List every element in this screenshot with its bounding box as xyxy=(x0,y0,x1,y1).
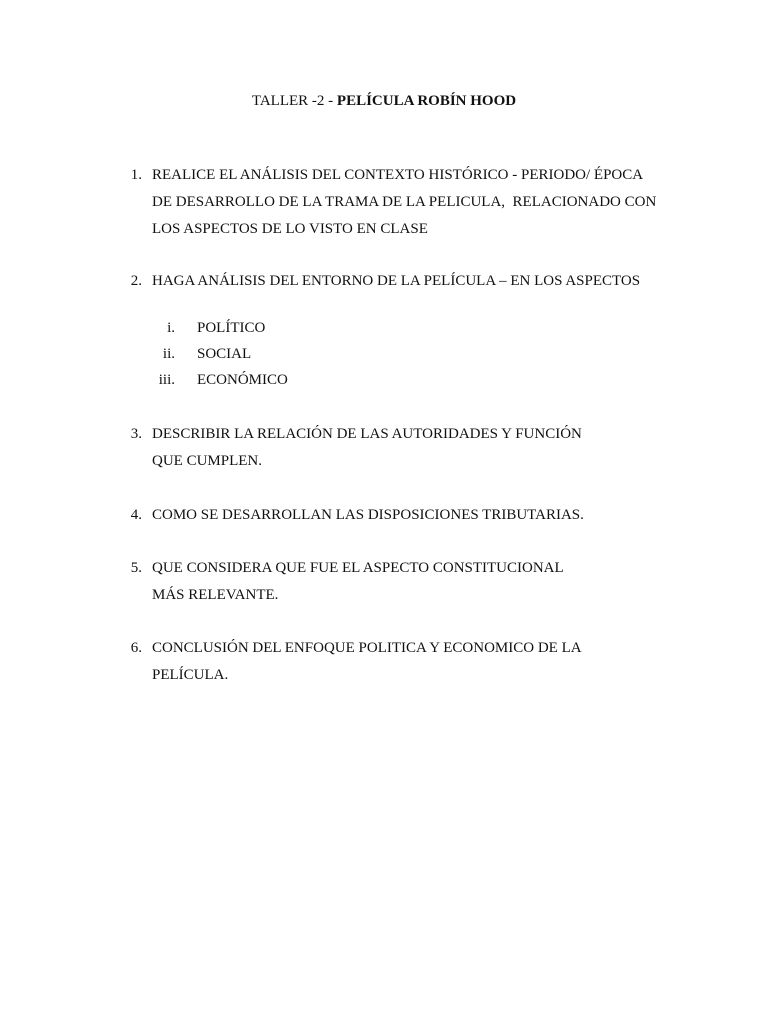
question-line: MÁS RELEVANTE. xyxy=(152,587,279,603)
question-text xyxy=(152,635,672,689)
question-number: 1. xyxy=(130,167,142,183)
question-line: PELÍCULA. xyxy=(152,667,229,683)
question-number: 4. xyxy=(130,507,142,523)
subitem-text: SOCIAL xyxy=(197,346,252,362)
question-number: 3. xyxy=(130,426,142,442)
question-line: HAGA ANÁLISIS DEL ENTORNO DE LA PELÍCULA – EN LOS ASPECTOS xyxy=(152,273,641,289)
question-line: QUE CUMPLEN. xyxy=(152,453,263,469)
question-line: LOS ASPECTOS DE LO VISTO EN CLASE xyxy=(152,221,428,237)
question-text xyxy=(152,502,672,529)
question-text xyxy=(152,268,672,295)
question-line: DESCRIBIR LA RELACIÓN DE LAS AUTORIDADES Y FUNCIÓN xyxy=(152,426,582,442)
subitem-text: POLÍTICO xyxy=(197,320,266,336)
question-text xyxy=(152,162,672,243)
subitem-text: ECONÓMICO xyxy=(197,372,288,388)
subitem-numeral: i. xyxy=(167,320,175,336)
question-line: QUE CONSIDERA QUE FUE EL ASPECTO CONSTITUCIONAL xyxy=(152,560,564,576)
title-bold: PELÍCULA ROBÍN HOOD xyxy=(336,93,517,109)
question-number: 2. xyxy=(130,273,142,289)
title-prefix: TALLER -2 - xyxy=(251,93,337,109)
subitem-numeral: iii. xyxy=(158,372,175,388)
question-text xyxy=(152,421,672,475)
question-line: REALICE EL ANÁLISIS DEL CONTEXTO HISTÓRICO - PERIODO/ ÉPOCA xyxy=(152,167,644,183)
question-number: 5. xyxy=(130,560,142,576)
question-line: CONCLUSIÓN DEL ENFOQUE POLITICA Y ECONOMICO DE LA xyxy=(152,640,582,656)
subitem-numeral: ii. xyxy=(162,346,175,362)
document-title xyxy=(0,92,768,110)
question-number: 6. xyxy=(130,640,142,656)
question-text xyxy=(152,555,672,609)
question-line: DE DESARROLLO DE LA TRAMA DE LA PELICULA, RELACIONADO CON xyxy=(152,194,657,210)
question-line: COMO SE DESARROLLAN LAS DISPOSICIONES TRIBUTARIAS. xyxy=(152,507,584,523)
